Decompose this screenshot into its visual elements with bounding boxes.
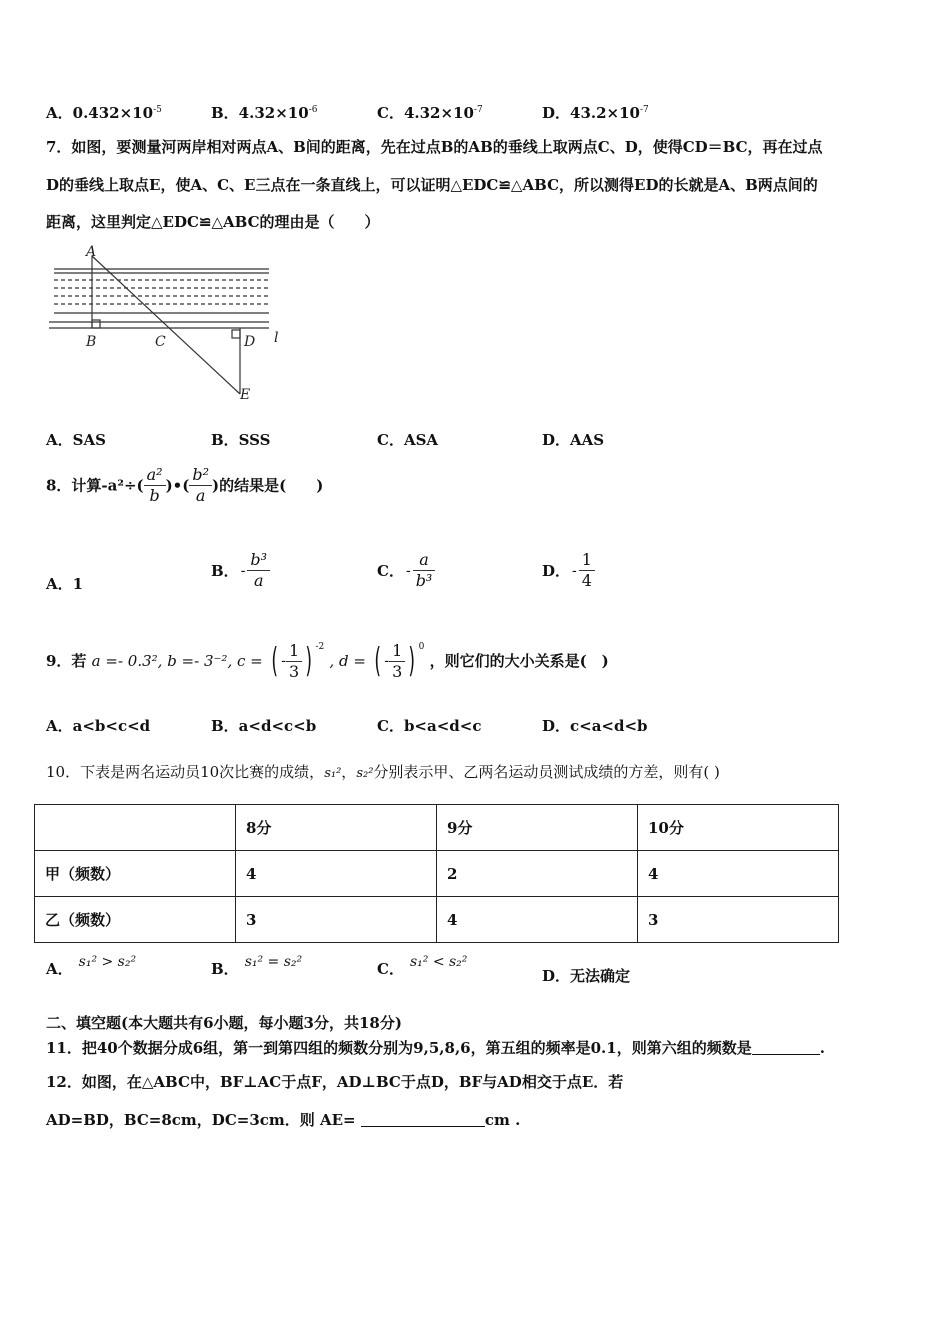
label-e: E	[240, 387, 251, 403]
q8-option-c: C． - $\frac{a}{\text{b³}}$	[377, 550, 435, 591]
table-cell: 4	[437, 897, 638, 943]
label-d: D	[244, 334, 256, 350]
q7-option-b: B．SSS	[211, 431, 271, 449]
q12-answer-blank	[361, 1112, 485, 1127]
table-header-cell	[35, 805, 236, 851]
q7-option-a: A．SAS	[46, 431, 106, 449]
table-header-cell: 10分	[638, 805, 839, 851]
q10-score-table	[34, 804, 839, 943]
q8-question: 8．计算-a²÷( $\frac{\text{a²}}{b}$ )•( $\frac{\text{b²}}{a}$ )的结果是( )	[46, 465, 324, 505]
q9-option-c: C．b<a<d<c	[377, 717, 482, 735]
q9-question: 9．若 a =- 0.3², b =- 3⁻², c = ( - $\frac{1}{3}$ ) $^{-2}$ , d = ( - $\frac{1}{3}$ ) $^0$ ，则它们的大小关系是( )	[46, 640, 609, 681]
q8-fraction-1: $\frac{\text{a²}}{b}$	[144, 465, 166, 506]
q10-option-b: B． s₁² = s₂²	[211, 954, 303, 978]
q10-option-a: A． s₁² > s₂²	[46, 954, 137, 978]
label-b: B	[86, 334, 97, 350]
q7-option-d: D．AAS	[542, 431, 605, 449]
table-cell: 2	[437, 851, 638, 897]
q7-river-figure	[44, 242, 294, 407]
segment-ae	[92, 256, 240, 394]
table-cell: 4	[638, 851, 839, 897]
section-2-title: 二、填空题(本大题共有6小题，每小题3分，共18分)	[46, 1014, 402, 1032]
label-c: C	[155, 334, 166, 350]
q9-option-d: D．c<a<d<b	[542, 717, 648, 735]
q8-option-b: B． - $\frac{\text{b³}}{a}$	[211, 550, 270, 591]
table-cell: 甲（频数）	[35, 851, 236, 897]
q7-line2: D的垂线上取点E，使A、C、E三点在一条直线上，可以证明△EDC≌△ABC，所以测得ED的长就是A、B两点间的	[46, 176, 818, 194]
table-header-cell: 9分	[437, 805, 638, 851]
table-cell: 3	[236, 897, 437, 943]
q11-question: 11．把40个数据分成6组，第一到第四组的频数分别为9,5,8,6，第五组的频率是0.1，则第六组的频数是 .	[46, 1039, 825, 1057]
q7-option-c: C．ASA	[377, 431, 439, 449]
q8-option-d: D． - $\frac{1}{4}$	[542, 550, 595, 591]
q12-line2: AD=BD，BC=8cm，DC=3cm．则 AE= cm .	[46, 1111, 521, 1129]
q7-line1: 7．如图，要测量河两岸相对两点A、B间的距离，先在过点B的AB的垂线上取两点C、D，使得CD＝BC，再在过点	[46, 138, 823, 156]
q11-answer-blank	[752, 1040, 820, 1055]
q10-option-d: D．无法确定	[542, 967, 631, 985]
q10-question: 10．下表是两名运动员10次比赛的成绩，s₁²，s₂²分别表示甲、乙两名运动员测试成绩的方差，则有( )	[46, 763, 720, 781]
table-cell: 乙（频数）	[35, 897, 236, 943]
q7-line3: 距离，这里判定△EDC≌△ABC的理由是（ ）	[46, 213, 380, 231]
table-header-row	[35, 805, 839, 851]
q9-option-b: B．a<d<c<b	[211, 717, 317, 735]
q12-line1: 12．如图，在△ABC中，BF⊥AC于点F，AD⊥BC于点D，BF与AD相交于点E．若	[46, 1073, 624, 1091]
q10-option-c: C． s₁² < s₂²	[377, 954, 468, 978]
q6-option-d: D．$43.2\times 10^{-7}$	[542, 104, 649, 122]
label-l: l	[274, 330, 279, 346]
q6-option-a: A．$0.432\times 10^{-5}$	[46, 104, 162, 122]
table-cell: 4	[236, 851, 437, 897]
q6-option-b: B．$4.32\times 10^{-6}$	[211, 104, 318, 122]
label-a: A	[86, 244, 97, 260]
q9-option-a: A．a<b<c<d	[46, 717, 151, 735]
q6-option-c: C．$4.32\times 10^{-7}$	[377, 104, 483, 122]
table-row	[35, 851, 839, 897]
table-cell: 3	[638, 897, 839, 943]
table-row	[35, 897, 839, 943]
table-header-cell: 8分	[236, 805, 437, 851]
q8-option-a: A．1	[46, 575, 84, 593]
q8-fraction-2: $\frac{\text{b²}}{a}$	[189, 465, 212, 506]
